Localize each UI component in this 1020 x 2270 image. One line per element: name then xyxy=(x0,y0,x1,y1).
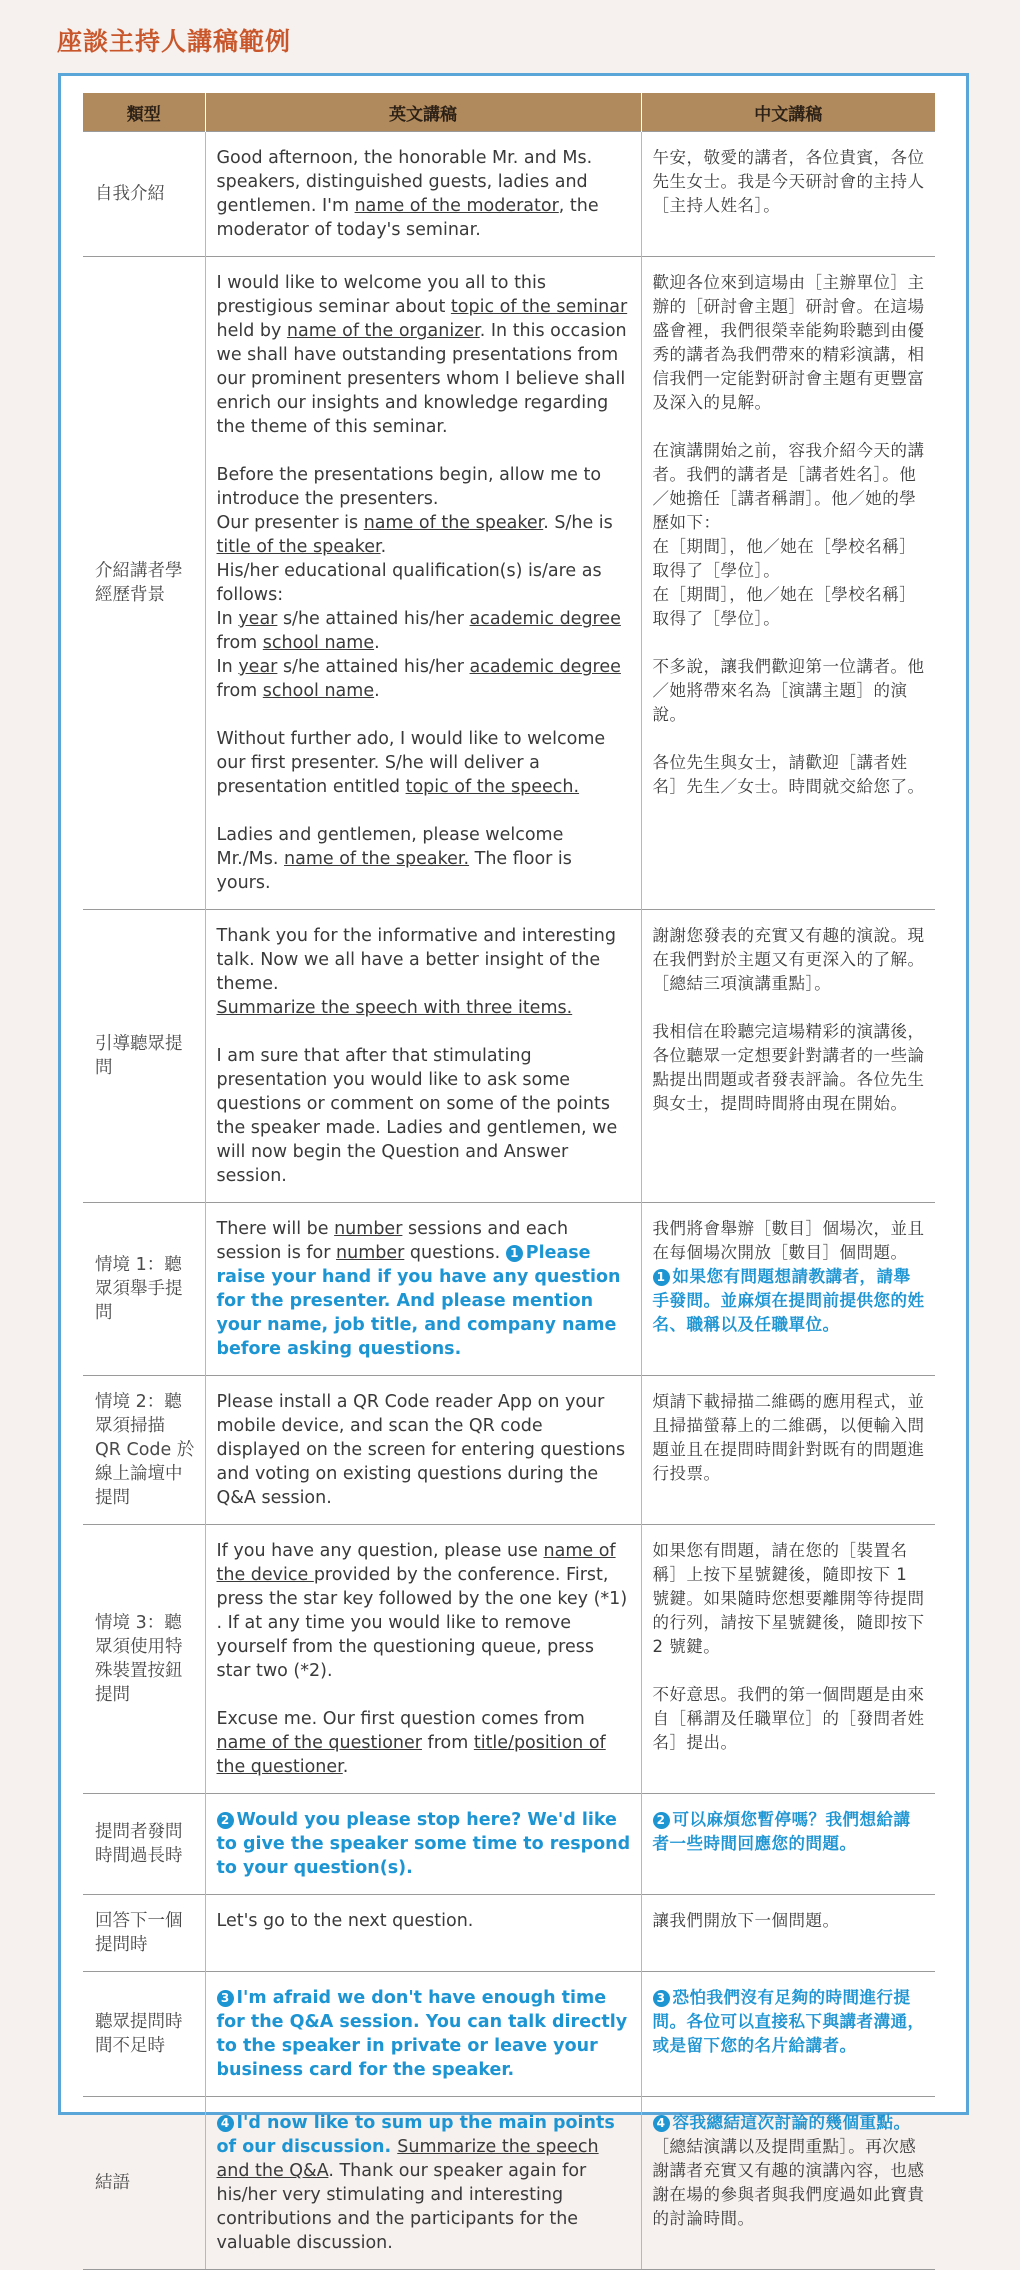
placeholder-text: name of the speaker. xyxy=(284,849,470,869)
table-row xyxy=(83,1525,935,1794)
en-paragraph xyxy=(217,463,631,703)
script-text: 謝謝您發表的充實又有趣的演說。現在我們對於主題又有更深入的了解。［總結三項演講重點］。 xyxy=(652,926,925,993)
placeholder-text: school name xyxy=(262,681,375,701)
english-script-cell xyxy=(205,1972,641,2097)
script-text: . xyxy=(374,633,380,653)
script-text: 各位先生與女士，請歡迎［講者姓名］先生／女士。時間就交給您了。 xyxy=(652,753,925,796)
en-paragraph xyxy=(217,727,631,799)
script-text: 在［期間］，他／她在［學校名稱］取得了［學位］。 xyxy=(652,585,917,628)
chinese-script-cell xyxy=(641,910,935,1203)
table-row xyxy=(83,2097,935,2270)
chinese-script-cell xyxy=(641,1794,935,1895)
highlight-phrase: 容我總結這次討論的幾個重點。 xyxy=(672,2113,911,2132)
zh-paragraph xyxy=(653,1683,926,1755)
placeholder-text: name of the moderator xyxy=(354,196,559,216)
page-title: 座談主持人講稿範例 xyxy=(57,27,292,56)
english-script-cell xyxy=(205,1895,641,1972)
table-body xyxy=(83,132,935,2270)
script-text: . In this occasion we shall have outstanding presentations from our prominent presenters whom I believe shall enrich our insights and knowledge regarding the theme of this seminar. xyxy=(216,321,627,437)
row-type-label: 情境 3：聽眾須使用特殊裝置按鈕提問 xyxy=(83,1525,205,1794)
placeholder-text: title of the speaker xyxy=(216,537,381,557)
table-row xyxy=(83,257,935,910)
script-text: Good afternoon, the honorable Mr. and Ms. speakers, distinguished guests, ladies and gentlemen. I'm xyxy=(216,148,593,216)
en-paragraph xyxy=(217,1707,631,1779)
script-text: 歡迎各位來到這場由［主辦單位］主辦的［研討會主題］研討會。在這場盛會裡，我們很榮幸能夠聆聽到由優秀的講者為我們帶來的精彩演講，相信我們一定能對研討會主題有更豐富及深入的見解。 xyxy=(652,273,925,412)
script-text: I am sure that after that stimulating presentation you would like to ask some questions or comment on some of the points the speaker made. Ladies and gentlemen, we will now begin the Question and Answer session. xyxy=(216,1046,618,1186)
step-number-badge: 3 xyxy=(217,1990,234,2007)
script-text: . xyxy=(374,681,380,701)
script-text: , the moderator of today's seminar. xyxy=(216,196,599,240)
zh-paragraph xyxy=(653,1390,926,1486)
script-text: In xyxy=(216,609,239,629)
highlight-phrase: Would you please stop here? We'd like to give the speaker some time to respond to your question(s). xyxy=(216,1810,631,1878)
zh-paragraph xyxy=(653,924,926,996)
zh-paragraph xyxy=(653,1217,926,1337)
chinese-script-cell xyxy=(641,2097,935,2270)
en-paragraph xyxy=(217,823,631,895)
script-text: . xyxy=(380,537,387,557)
script-text: . xyxy=(342,1757,349,1777)
script-text: sessions and each session is for xyxy=(216,1219,569,1263)
script-table xyxy=(83,93,935,2270)
zh-paragraph xyxy=(653,1986,926,2058)
script-text: 午安，敬愛的講者，各位貴賓，各位先生女士。我是今天研討會的主持人［主持人姓名］。 xyxy=(652,148,925,215)
row-type-label: 引導聽眾提問 xyxy=(83,910,205,1203)
en-paragraph xyxy=(217,1909,631,1933)
script-text: 讓我們開放下一個問題。 xyxy=(652,1911,840,1930)
en-paragraph xyxy=(217,1390,631,1510)
english-script-cell xyxy=(205,132,641,257)
script-text: There will be xyxy=(216,1219,335,1239)
script-text: 不好意思。我們的第一個問題是由來自［稱謂及任職單位］的［發問者姓名］提出。 xyxy=(652,1685,925,1752)
placeholder-text: name of the organizer xyxy=(286,321,480,341)
row-type-label: 提問者發問時間過長時 xyxy=(83,1794,205,1895)
script-text: ［總結演講以及提問重點］。再次感謝講者充實又有趣的演講內容，也感謝在場的參與者與我們度過如此寶貴的討論時間。 xyxy=(652,2137,925,2228)
script-text: His/her educational qualification(s) is/are as follows: xyxy=(216,561,602,605)
step-number-badge: 1 xyxy=(653,1269,670,1286)
zh-paragraph xyxy=(653,751,926,799)
english-script-cell xyxy=(205,1794,641,1895)
en-paragraph xyxy=(217,271,631,439)
en-paragraph xyxy=(217,1217,631,1361)
step-number-badge: 2 xyxy=(217,1812,234,1829)
script-text: s/he attained his/her xyxy=(277,609,470,629)
row-type-label: 介紹講者學經歷背景 xyxy=(83,257,205,910)
placeholder-text: name of the questioner xyxy=(216,1733,422,1753)
step-number-badge: 4 xyxy=(653,2115,670,2132)
placeholder-text: number xyxy=(334,1219,403,1239)
zh-paragraph xyxy=(653,439,926,631)
row-type-label: 情境 1：聽眾須舉手提問 xyxy=(83,1203,205,1376)
row-type-label: 回答下一個提問時 xyxy=(83,1895,205,1972)
english-script-cell xyxy=(205,1525,641,1794)
placeholder-text: number xyxy=(336,1243,405,1263)
script-text: In xyxy=(216,657,239,677)
script-text: held by xyxy=(216,321,287,341)
zh-paragraph xyxy=(653,1909,926,1933)
en-paragraph xyxy=(217,146,631,242)
highlight-phrase: 如果您有問題想請教講者，請舉手發問。並麻煩在提問前提供您的姓名、職稱以及任職單位。 xyxy=(652,1267,925,1334)
highlight-phrase: I'm afraid we don't have enough time for the Q&A session. You can talk directly to the speaker in private or leave your business card for the speaker. xyxy=(216,1988,628,2080)
highlight-phrase: 可以麻煩您暫停嗎？我們想給講者一些時間回應您的問題。 xyxy=(652,1810,911,1853)
english-script-cell xyxy=(205,910,641,1203)
placeholder-text: year xyxy=(238,609,278,629)
zh-paragraph xyxy=(653,1808,926,1856)
table-row xyxy=(83,1895,935,1972)
row-type-label: 結語 xyxy=(83,2097,205,2270)
script-text: Before the presentations begin, allow me to introduce the presenters. xyxy=(216,465,602,509)
script-text: If you have any question, please use xyxy=(216,1541,544,1561)
script-text: 如果您有問題，請在您的［裝置名稱］上按下星號鍵後，隨即按下 1 號鍵。如果隨時您想要離開等待提問的行列，請按下星號鍵後，隨即按下 2 號鍵。 xyxy=(652,1541,925,1656)
table-header-row xyxy=(83,93,935,132)
placeholder-text: Summarize the speech with three items. xyxy=(216,998,573,1018)
script-text: provided by the conference. First, press the star key followed by the one key (*1) . If at any time you would like to remove yourself from the questioning queue, press star two (*2). xyxy=(216,1565,628,1681)
script-text: s/he attained his/her xyxy=(277,657,470,677)
chinese-script-cell xyxy=(641,1203,935,1376)
header-chinese-script: 中文講稿 xyxy=(641,93,935,132)
script-text: Without further ado, I would like to welcome our first presenter. S/he will deliver a presentation entitled xyxy=(216,729,606,797)
script-text: 煩請下載掃描二維碼的應用程式，並且掃描螢幕上的二維碼，以便輸入問題並且在提問時間針對既有的問題進行投票。 xyxy=(652,1392,925,1483)
en-paragraph xyxy=(217,1986,631,2082)
zh-paragraph xyxy=(653,271,926,415)
zh-paragraph xyxy=(653,1539,926,1659)
script-text: The floor is yours. xyxy=(216,849,572,893)
script-text: . S/he is xyxy=(543,513,613,533)
chinese-script-cell xyxy=(641,132,935,257)
script-text: Our presenter is xyxy=(216,513,364,533)
placeholder-text: Summarize the speech and the Q&A xyxy=(216,2137,599,2181)
en-paragraph xyxy=(217,924,631,1020)
step-number-badge: 3 xyxy=(653,1990,670,2007)
en-paragraph xyxy=(217,1539,631,1683)
script-text: 不多說，讓我們歡迎第一位講者。他／她將帶來名為［演講主題］的演說。 xyxy=(652,657,925,724)
step-number-badge: 4 xyxy=(217,2115,234,2132)
english-script-cell xyxy=(205,257,641,910)
script-text: 我們將會舉辦［數目］個場次，並且在每個場次開放［數目］個問題。 xyxy=(652,1219,925,1262)
header-type: 類型 xyxy=(83,93,205,132)
placeholder-text: academic degree xyxy=(469,609,621,629)
table-row xyxy=(83,1972,935,2097)
highlight-phrase: Please raise your hand if you have any question for the presenter. And please mention your name, job title, and company name before asking questions. xyxy=(216,1243,621,1359)
en-paragraph xyxy=(217,1044,631,1188)
table-row xyxy=(83,1794,935,1895)
placeholder-text: year xyxy=(238,657,278,677)
placeholder-text: topic of the speech. xyxy=(405,777,580,797)
table-row xyxy=(83,1203,935,1376)
script-text: from xyxy=(421,1733,474,1753)
header-english-script: 英文講稿 xyxy=(205,93,641,132)
step-number-badge: 1 xyxy=(506,1245,523,1262)
placeholder-text: name of the device xyxy=(216,1541,616,1585)
script-text: 在［期間］，他／她在［學校名稱］取得了［學位］。 xyxy=(652,537,917,580)
table-row xyxy=(83,1376,935,1525)
step-number-badge: 2 xyxy=(653,1812,670,1829)
chinese-script-cell xyxy=(641,1895,935,1972)
zh-paragraph xyxy=(653,655,926,727)
english-script-cell xyxy=(205,1376,641,1525)
script-table-frame xyxy=(58,73,969,2253)
placeholder-text: school name xyxy=(262,633,375,653)
script-text: . Thank our speaker again for his/her very stimulating and interesting contributions and the participants for the valuable discussion. xyxy=(216,2161,587,2253)
row-type-label: 自我介紹 xyxy=(83,132,205,257)
chinese-script-cell xyxy=(641,1525,935,1794)
script-text: 在演講開始之前，容我介紹今天的講者。我們的講者是［講者姓名］。他／她擔任［講者稱謂］。他／她的學歷如下： xyxy=(652,441,925,532)
highlight-phrase: 恐怕我們沒有足夠的時間進行提問。各位可以直接私下與講者溝通，或是留下您的名片給講者。 xyxy=(652,1988,925,2055)
english-script-cell xyxy=(205,1203,641,1376)
script-text: questions. xyxy=(404,1243,506,1263)
script-text: Thank you for the informative and interesting talk. Now we all have a better insight of the theme. xyxy=(216,926,616,994)
placeholder-text: name of the speaker xyxy=(363,513,544,533)
zh-paragraph xyxy=(653,2111,926,2231)
placeholder-text: title/position of the questioner xyxy=(216,1733,606,1777)
script-text: Ladies and gentlemen, please welcome Mr./Ms. xyxy=(216,825,564,869)
english-script-cell xyxy=(205,2097,641,2270)
script-text: Excuse me. Our first question comes from xyxy=(216,1709,585,1729)
script-text: from xyxy=(216,681,263,701)
placeholder-text: topic of the seminar xyxy=(450,297,628,317)
script-text: I would like to welcome you all to this prestigious seminar about xyxy=(216,273,547,317)
row-type-label: 情境 2：聽眾須掃描 QR Code 於線上論壇中提問 xyxy=(83,1376,205,1525)
en-paragraph xyxy=(217,2111,631,2255)
script-text: Let's go to the next question. xyxy=(216,1911,474,1931)
script-text: from xyxy=(216,633,263,653)
row-type-label: 聽眾提問時間不足時 xyxy=(83,1972,205,2097)
chinese-script-cell xyxy=(641,1376,935,1525)
chinese-script-cell xyxy=(641,257,935,910)
table-row xyxy=(83,132,935,257)
chinese-script-cell xyxy=(641,1972,935,2097)
script-text: 我相信在聆聽完這場精彩的演講後，各位聽眾一定想要針對講者的一些論點提出問題或者發表評論。各位先生與女士，提問時間將由現在開始。 xyxy=(652,1022,925,1113)
table-row xyxy=(83,910,935,1203)
en-paragraph xyxy=(217,1808,631,1880)
zh-paragraph xyxy=(653,1020,926,1116)
placeholder-text: academic degree xyxy=(469,657,621,677)
zh-paragraph xyxy=(653,146,926,218)
highlight-phrase: I'd now like to sum up the main points of our discussion. xyxy=(216,2113,615,2157)
script-text: Please install a QR Code reader App on your mobile device, and scan the QR code displayed on the screen for entering questions and voting on existing questions during the Q&A session. xyxy=(216,1392,626,1508)
